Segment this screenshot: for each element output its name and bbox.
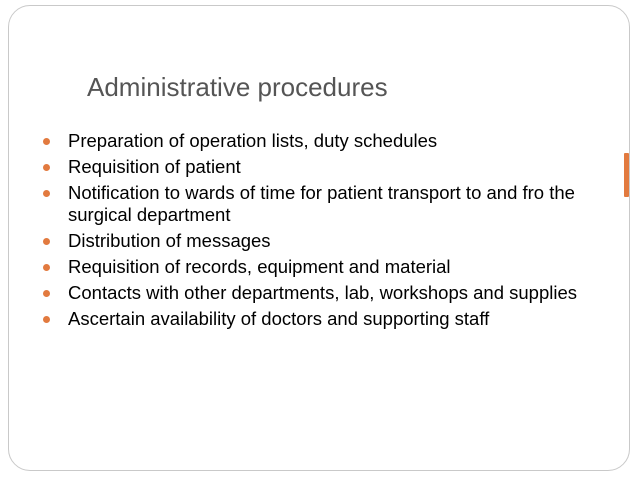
bullet-text: Preparation of operation lists, duty schedules: [68, 130, 438, 151]
bullet-text: Requisition of patient: [68, 156, 241, 177]
bullet-item: [68, 256, 588, 278]
bullet-text: Distribution of messages: [68, 230, 271, 251]
bullet-text: Contacts with other departments, lab, workshops and supplies: [68, 282, 578, 303]
bullet-dot-icon: [43, 138, 50, 145]
bullet-item: [68, 230, 588, 252]
bullet-text: Notification to wards of time for patient transport to and fro the surgical department: [68, 182, 575, 225]
slide-title: Administrative procedures: [87, 72, 388, 102]
bullet-dot-icon: [43, 316, 50, 323]
bullet-item: [68, 308, 588, 330]
bullet-dot-icon: [43, 264, 50, 271]
bullet-item: [68, 130, 588, 152]
bullet-item: [68, 282, 588, 304]
bullet-text: Ascertain availability of doctors and supporting staff: [68, 308, 490, 329]
bullet-list: [68, 130, 588, 334]
bullet-dot-icon: [43, 290, 50, 297]
bullet-dot-icon: [43, 164, 50, 171]
bullet-item: [68, 156, 588, 178]
bullet-dot-icon: [43, 238, 50, 245]
bullet-item: [68, 182, 588, 226]
bullet-dot-icon: [43, 190, 50, 197]
accent-bar: [624, 153, 629, 197]
bullet-text: Requisition of records, equipment and material: [68, 256, 451, 277]
